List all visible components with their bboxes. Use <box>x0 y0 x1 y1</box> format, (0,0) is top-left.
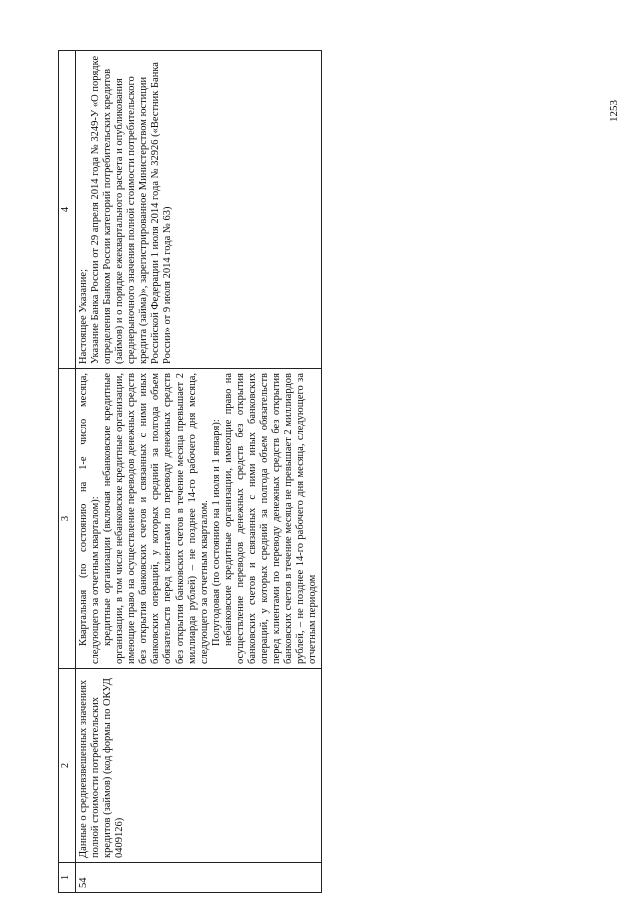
header-cell-4: 4 <box>59 51 76 369</box>
reporting-table <box>58 50 322 893</box>
reporting-period-cell <box>76 369 322 669</box>
table-header-row <box>59 51 76 893</box>
rotated-page-content <box>58 51 624 893</box>
table-row <box>76 51 322 893</box>
form-name-cell <box>76 669 322 863</box>
header-cell-3: 3 <box>59 369 76 669</box>
period-paragraph-3: Полугодовая (по состоянию на 1 июля и 1 января): <box>210 419 222 646</box>
basis-line-1: Настоящее Указание; <box>78 268 89 364</box>
page-number: 1253 <box>608 100 620 122</box>
period-paragraph-2: кредитные организации (включая небанковские кредитные организации, в том числе небанковские кредитные организации, имеющие право на осуществление переводов денежных средств без открытия банковских счетов и связанных с ними иных банковских операций, у которых средний за полгода объем обязательств перед клиентами по переводу денежных средств без открытия банковских счетов в течение месяца превышает 2 миллиарда рублей) – не позднее 14-го рабочего дня месяца, следующего за отчетным кварталом. <box>102 373 210 664</box>
period-paragraph-4: небанковские кредитные организации, имеющие право на осуществление переводов денежных средств без открытия банковских счетов и связанных с ними иных банковских операций, у которых средний за полгода объем обязательств перед клиентами по переводу денежных средств без открытия банковских счетов в течение месяца не превышает 2 миллиардов рублей, – не позднее 14-го рабочего дня месяца, следующего за отчетным периодом <box>222 373 319 664</box>
header-cell-1: 1 <box>59 863 76 893</box>
legal-basis-cell <box>76 51 322 369</box>
row-number: 54 <box>76 863 322 893</box>
form-name: Данные о средневзвешенных значениях полной стоимости потребительских кредитов (займов) (код формы по ОКУД 0409126) <box>78 678 126 858</box>
header-cell-2: 2 <box>59 669 76 863</box>
basis-line-2: Указание Банка России от 29 апреля 2014 года № 3249-У «О порядке определения Банком России категорий потребительских кредитов (займов) и о порядке ежеквартального расчета и опубликования среднерыночного значения полной стоимости потребительского кредита (займа)», зарегистрированное Министерством юстиции Российской Федерации 1 июля 2014 года № 32926 («Вестник Банка России» от 9 июля 2014 года № 63) <box>90 55 174 364</box>
period-paragraph-1: Квартальная (по состоянию на 1-е число месяца, следующего за отчетным кварталом): <box>78 373 102 664</box>
